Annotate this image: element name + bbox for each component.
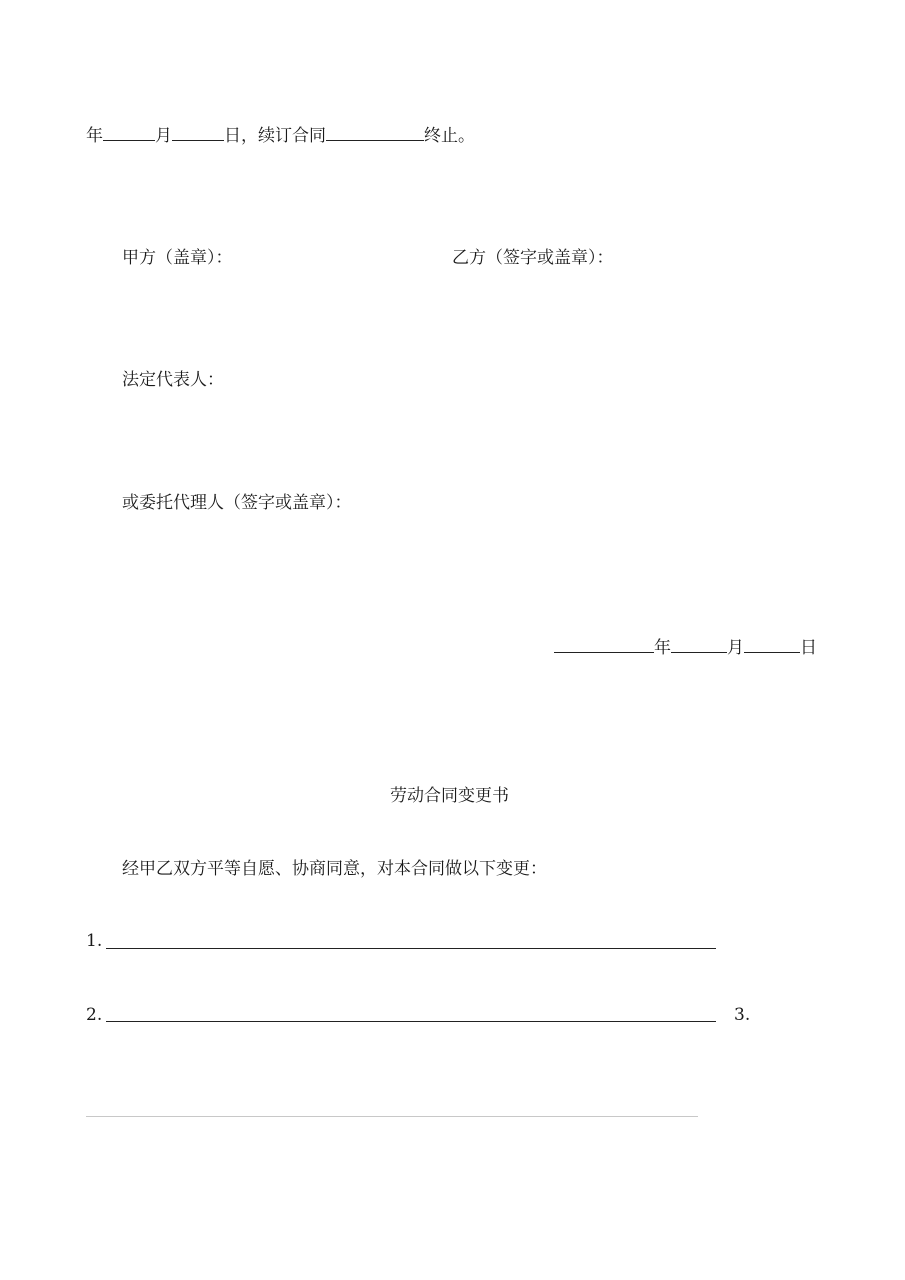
footer-divider	[86, 1116, 698, 1117]
date-day-label: 日	[800, 638, 817, 658]
date-month-blank[interactable]	[671, 638, 727, 653]
date-year-blank[interactable]	[554, 638, 654, 653]
change-item-2-number: 2.	[86, 1005, 103, 1025]
renewal-end-label: 终止。	[424, 126, 475, 146]
change-section-title: 劳动合同变更书	[390, 786, 509, 806]
date-day-blank[interactable]	[744, 638, 800, 653]
change-item-1-number: 1.	[86, 931, 103, 951]
party-b-label: 乙方（签字或盖章）：	[452, 248, 614, 268]
renewal-year-label: 年	[86, 126, 103, 146]
change-section-intro: 经甲乙双方平等自愿、协商同意，对本合同做以下变更：	[122, 859, 547, 879]
renewal-term-blank[interactable]	[326, 126, 424, 141]
change-item-1-blank[interactable]	[106, 948, 716, 949]
date-line	[554, 638, 817, 658]
legal-rep-label: 法定代表人：	[122, 370, 224, 390]
change-item-3-number: 3.	[734, 1005, 751, 1025]
change-item-1	[86, 931, 102, 951]
change-item-2	[86, 1005, 102, 1025]
renewal-line	[86, 126, 475, 146]
party-a-label: 甲方（盖章）：	[122, 248, 233, 268]
renewal-day-blank[interactable]	[172, 126, 224, 141]
change-item-2-blank[interactable]	[106, 1021, 716, 1022]
agent-label: 或委托代理人（签字或盖章）：	[122, 493, 352, 513]
renewal-month-blank[interactable]	[103, 126, 155, 141]
date-year-label: 年	[654, 638, 671, 658]
date-month-label: 月	[727, 638, 744, 658]
renewal-month-label: 月	[155, 126, 172, 146]
renewal-day-label: 日，续订合同	[224, 126, 326, 146]
